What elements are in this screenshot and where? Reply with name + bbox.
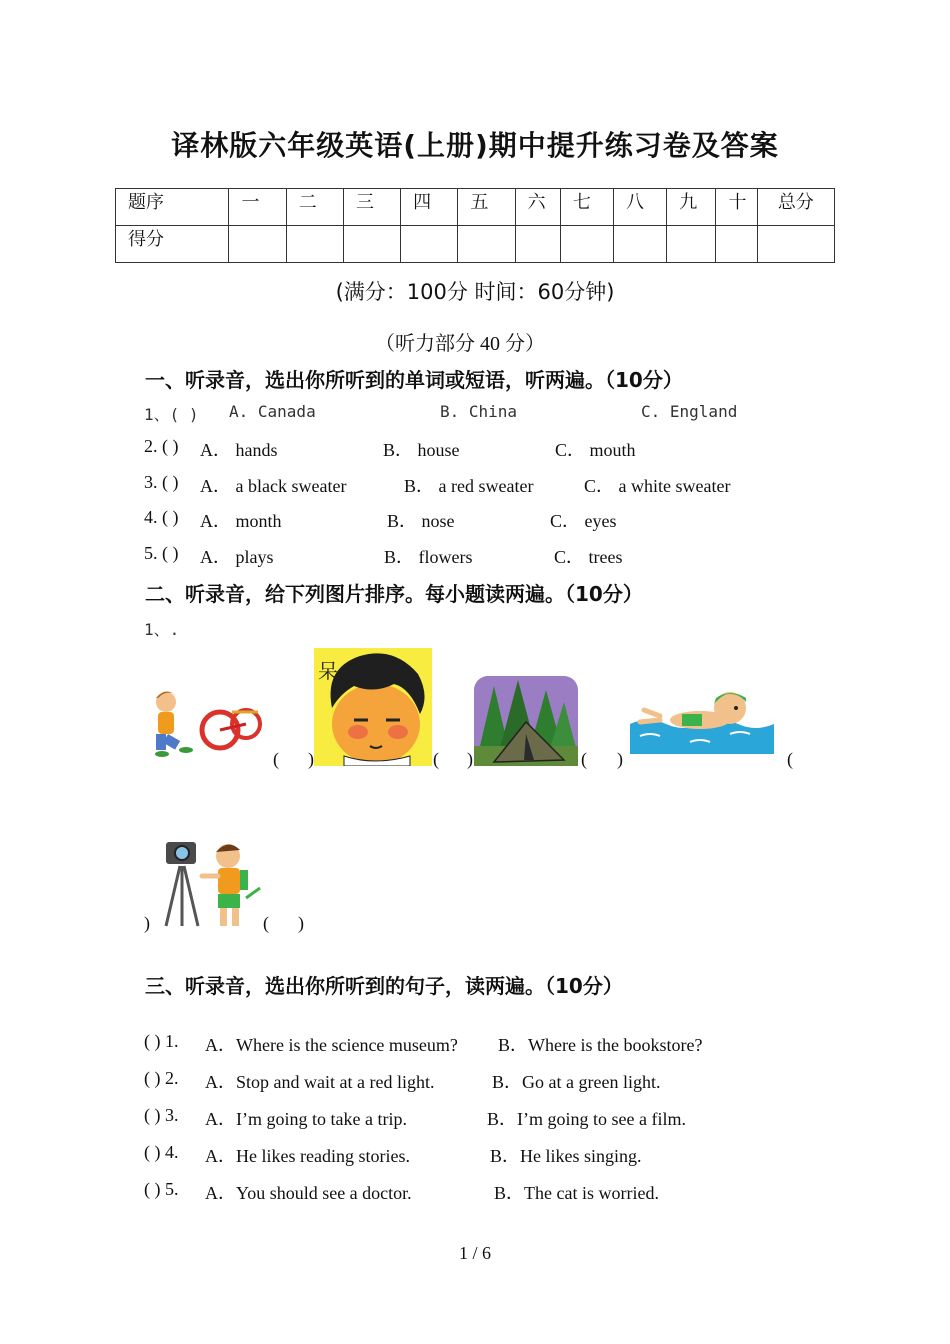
s2-paren-close: ) (298, 913, 304, 933)
s3-q2-option-a: A．Stop and wait at a red light. (205, 1072, 435, 1092)
s2-paren-open: ( (787, 749, 793, 769)
s3-q2-number: ( ) 2. (144, 1068, 179, 1088)
s3-q1-option-a: A．Where is the science museum? (205, 1035, 458, 1055)
s3-q4-number: ( ) 4. (144, 1142, 179, 1162)
s1-q5-option-c: C． trees (554, 547, 623, 567)
s2-paren-open: ( (273, 749, 279, 769)
listening-part-label: （听力部分 40 分） (375, 333, 545, 355)
score-input-cell[interactable] (757, 226, 834, 263)
score-input-cell[interactable] (286, 226, 343, 263)
s1-q3-option-b: B． a red sweater (404, 476, 534, 496)
s1-q4-option-a: A． month (200, 511, 282, 531)
score-input-cell[interactable] (229, 226, 286, 263)
s3-q1-option-b: B．Where is the bookstore? (498, 1035, 703, 1055)
score-input-cell[interactable] (716, 226, 757, 263)
score-row-label: 得分 (116, 226, 229, 263)
score-header-cell: 九 (667, 189, 716, 226)
svg-text:呆: 呆 (318, 659, 338, 683)
score-header-cell: 四 (401, 189, 458, 226)
s2-paren-open: ( (263, 913, 269, 933)
score-table-score-row (116, 226, 835, 263)
section3-heading: 三、听录音，选出你所听到的句子，读两遍。（10分） (145, 974, 623, 998)
score-header-cell: 三 (343, 189, 400, 226)
s3-q5-option-b: B．The cat is worried. (494, 1183, 659, 1203)
s1-q5-option-b: B． flowers (384, 547, 473, 567)
page-title: 译林版六年级英语(上册)期中提升练习卷及答案 (171, 129, 779, 162)
s3-q5-option-a: A．You should see a doctor. (205, 1183, 412, 1203)
s2-paren-close: ) (144, 913, 150, 933)
swimming-picture (630, 680, 774, 754)
s2-paren-close: ) (467, 749, 473, 769)
score-input-cell[interactable] (343, 226, 400, 263)
section2-heading: 二、听录音，给下列图片排序。每小题读两遍。（10分） (145, 582, 643, 606)
score-input-cell[interactable] (560, 226, 613, 263)
s3-q1-number: ( ) 1. (144, 1031, 179, 1051)
s1-q2-number: 2. ( ) (144, 436, 179, 456)
sleepy-boy-picture (314, 648, 432, 766)
score-header-cell: 一 (229, 189, 286, 226)
s1-q4-number: 4. ( ) (144, 507, 179, 527)
score-input-cell[interactable] (667, 226, 716, 263)
s3-q5-number: ( ) 5. (144, 1179, 179, 1199)
s1-q2-option-b: B． house (383, 440, 460, 460)
page-number: 1 / 6 (458, 1243, 491, 1263)
camera-picture (160, 836, 262, 932)
score-input-cell[interactable] (458, 226, 515, 263)
bicycle-fall-picture (148, 684, 266, 760)
exam-subtitle: (满分：100分 时间：60分钟) (335, 280, 615, 304)
s3-q4-option-b: B．He likes singing. (490, 1146, 642, 1166)
score-table-header-row (116, 189, 835, 226)
score-table (115, 188, 835, 263)
score-header-cell: 二 (286, 189, 343, 226)
score-header-cell: 题序 (116, 189, 229, 226)
score-header-cell: 六 (515, 189, 560, 226)
s2-item-number: 1、. (144, 620, 180, 639)
s2-paren-open: ( (433, 749, 439, 769)
score-header-cell: 十 (716, 189, 757, 226)
s3-q3-number: ( ) 3. (144, 1105, 179, 1125)
score-header-cell: 八 (614, 189, 667, 226)
score-input-cell[interactable] (401, 226, 458, 263)
s1-q2-option-c: C． mouth (555, 440, 636, 460)
s2-paren-close: ) (617, 749, 623, 769)
s1-q4-option-c: C． eyes (550, 511, 617, 531)
s1-q1-number: 1、( ) (144, 405, 199, 424)
score-input-cell[interactable] (515, 226, 560, 263)
s3-q2-option-b: B．Go at a green light. (492, 1072, 661, 1092)
s1-q2-option-a: A． hands (200, 440, 278, 460)
tent-picture (474, 676, 578, 766)
s1-q5-option-a: A． plays (200, 547, 274, 567)
s3-q4-option-a: A．He likes reading stories. (205, 1146, 410, 1166)
section1-heading: 一、听录音，选出你所听到的单词或短语，听两遍。（10分） (145, 368, 683, 392)
s1-q1-option-b: B. China (440, 402, 518, 421)
s1-q3-option-a: A． a black sweater (200, 476, 347, 496)
s1-q4-option-b: B． nose (387, 511, 455, 531)
s1-q1-option-a: A. Canada (229, 402, 316, 421)
s3-q3-option-b: B．I’m going to see a film. (487, 1109, 686, 1129)
s1-q5-number: 5. ( ) (144, 543, 179, 563)
score-header-cell: 七 (560, 189, 613, 226)
s1-q1-option-c: C. England (641, 402, 738, 421)
s2-paren-open: ( (581, 749, 587, 769)
s3-q3-option-a: A．I’m going to take a trip. (205, 1109, 407, 1129)
s1-q3-number: 3. ( ) (144, 472, 179, 492)
score-header-cell: 五 (458, 189, 515, 226)
score-header-cell: 总分 (757, 189, 834, 226)
score-input-cell[interactable] (614, 226, 667, 263)
s2-paren-close: ) (308, 749, 314, 769)
s1-q3-option-c: C． a white sweater (584, 476, 731, 496)
